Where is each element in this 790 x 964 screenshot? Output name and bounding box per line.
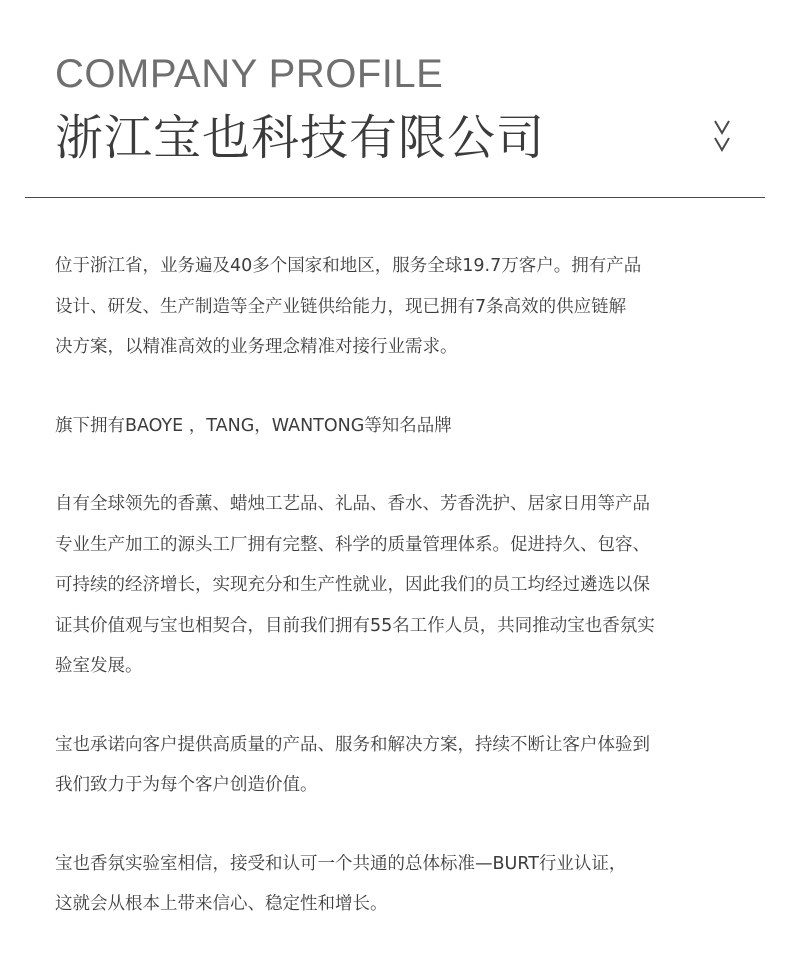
paragraph-line: 证其价值观与宝也相契合，目前我们拥有55名工作人员，共同推动宝也香氛实	[55, 615, 655, 636]
paragraph-line: 这就会从根本上带来信心、稳定性和增长。	[55, 894, 388, 914]
profile-body	[55, 246, 745, 925]
paragraph-line: 可持续的经济增长，实现充分和生产性就业，因此我们的员工均经过遴选以保	[55, 575, 650, 595]
paragraph-line: 位于浙江省，业务遍及40多个国家和地区，服务全球19.7万客户。拥有产品	[55, 256, 642, 276]
section-eyebrow: COMPANY PROFILE	[55, 52, 444, 96]
profile-header	[55, 52, 745, 172]
paragraph-brands	[55, 406, 745, 447]
header-divider	[25, 197, 765, 198]
paragraph-line: 验室发展。	[55, 656, 143, 676]
paragraph-certification	[55, 844, 745, 925]
paragraph-line: 宝也承诺向客户提供高质量的产品、服务和解决方案，持续不断让客户体验到	[55, 734, 650, 755]
double-chevron-down-icon	[712, 118, 732, 154]
paragraph-line: 宝也香氛实验室相信，接受和认可一个共通的总体标准—BURT行业认证，	[55, 853, 627, 874]
paragraph-products	[55, 484, 745, 687]
paragraph-line: 我们致力于为每个客户创造价值。	[55, 775, 318, 795]
paragraph-line: 设计、研发、生产制造等全产业链供给能力，现已拥有7条高效的供应链解	[55, 296, 627, 317]
paragraph-commitment	[55, 725, 745, 806]
paragraph-overview	[55, 246, 745, 368]
paragraph-line: 决方案，以精准高效的业务理念精准对接行业需求。	[55, 337, 458, 357]
company-name-title: 浙江宝也科技有限公司	[55, 110, 546, 166]
paragraph-line: 专业生产加工的源头工厂拥有完整、科学的质量管理体系。促进持久、包容、	[55, 534, 650, 555]
paragraph-line: 旗下拥有BAOYE ，TANG，WANTONG等知名品牌	[55, 415, 452, 436]
paragraph-line: 自有全球领先的香薰、蜡烛工艺品、礼品、香水、芳香洗护、居家日用等产品	[55, 494, 650, 514]
